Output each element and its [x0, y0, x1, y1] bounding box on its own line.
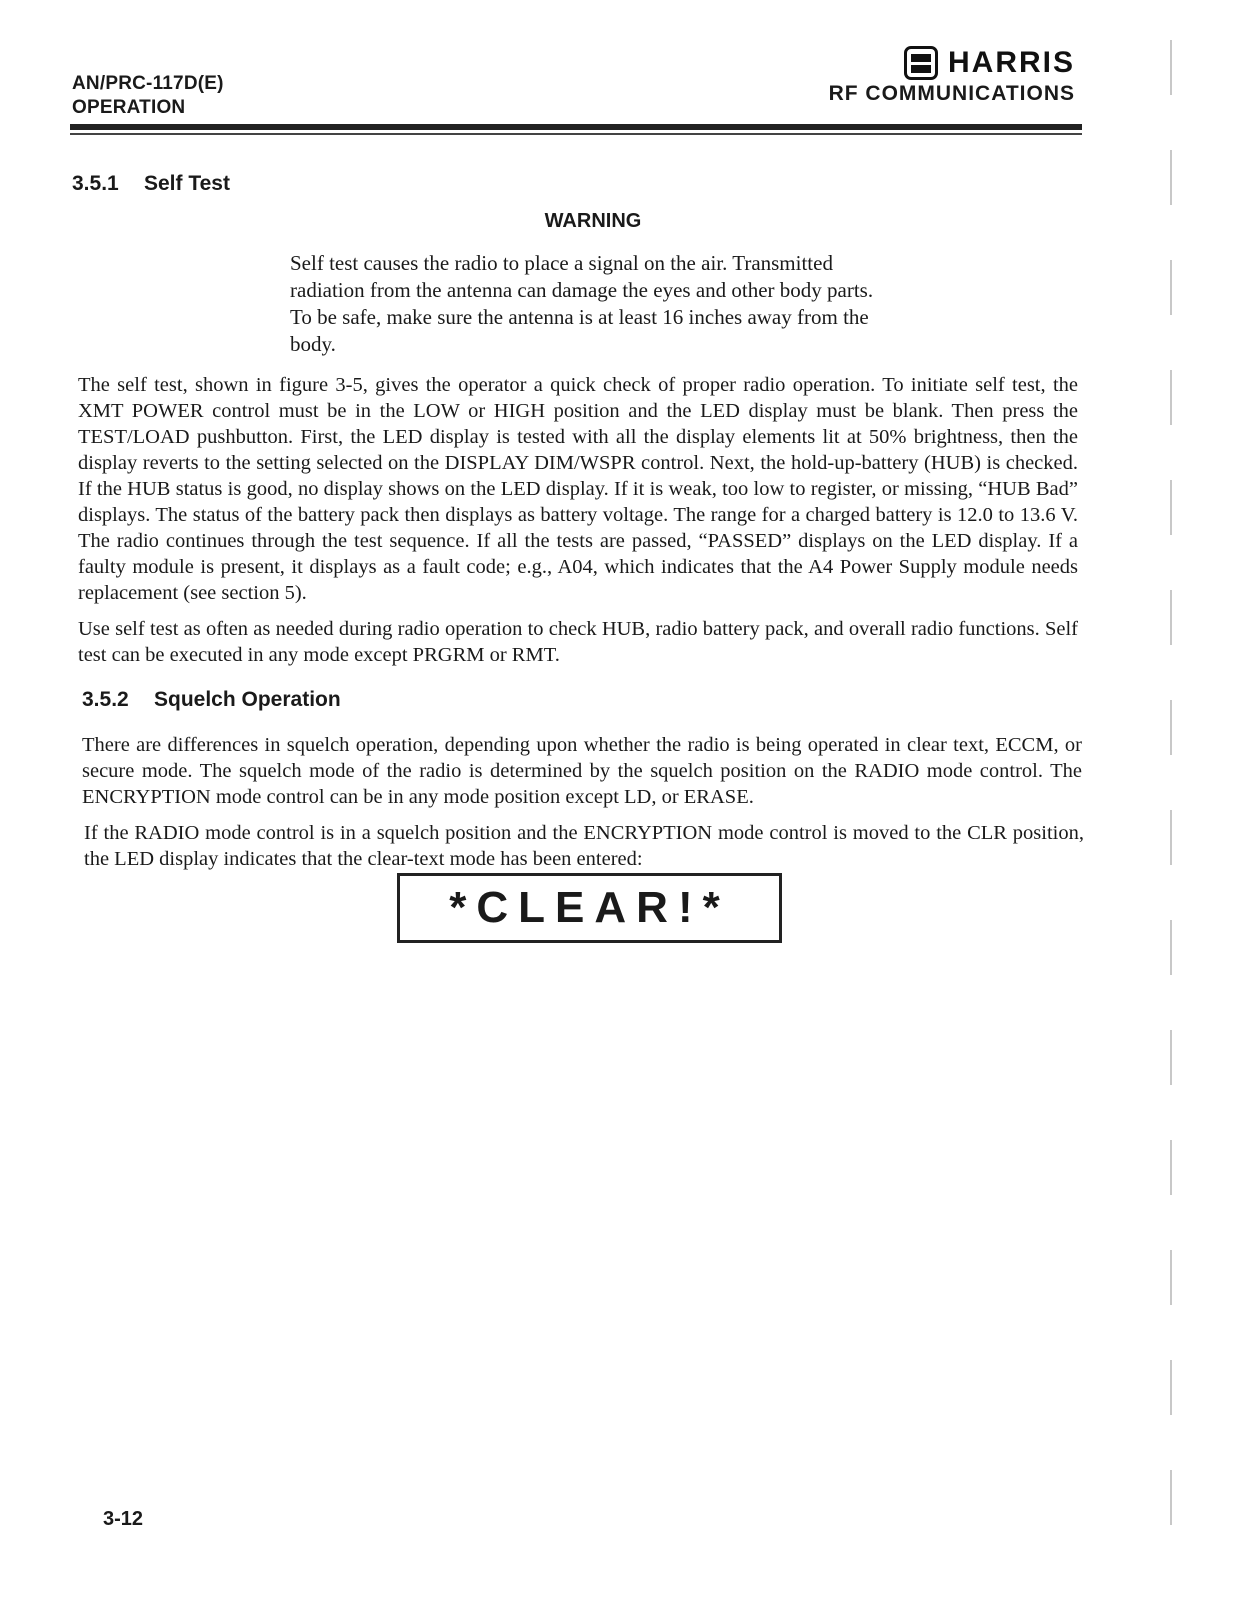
brand-header	[829, 46, 1075, 106]
paragraph-self-test-description: The self test, shown in figure 3-5, gives the operator a quick check of proper radio operation. To initiate self test, the XMT POWER control must be in the LOW or HIGH position and the LED display must be blank. Then press the TEST/LOAD pushbutton. First, the LED display is tested with all the display elements lit at 50% brightness, then the display reverts to the setting selected on the DISPLAY DIM/WSPR control. Next, the hold-up-battery (HUB) is checked. If the HUB status is good, no display shows on the LED display. If it is weak, too low to register, or missing, “HUB Bad” displays. The status of the battery pack then displays as battery voltage. The range for a charged battery is 12.0 to 13.6 V. The radio continues through the test sequence. If all the tests are passed, “PASSED” displays on the LED display. If a faulty module is present, it displays as a fault code; e.g., A04, which indicates that the A4 Power Supply module needs replacement (see section 5).	[78, 374, 1078, 604]
document-id: AN/PRC-117D(E)	[72, 73, 224, 94]
brand-subtitle: RF COMMUNICATIONS	[828, 82, 1075, 105]
scan-edge-marks	[1170, 40, 1172, 1560]
header-rule-thin	[70, 133, 1082, 135]
section-heading-self-test	[72, 172, 230, 196]
warning-title: WARNING	[544, 210, 642, 232]
section-title: Self Test	[144, 172, 230, 195]
led-display-clear: *CLEAR!*	[397, 873, 782, 943]
brand-row	[829, 46, 1075, 80]
section-heading-squelch-operation	[82, 688, 341, 712]
paragraph-clear-text-mode: If the RADIO mode control is in a squelch position and the ENCRYPTION mode control is moved to the CLR position, the LED display indicates that the clear-text mode has been entered:	[84, 822, 1084, 870]
section-number: 3.5.1	[72, 172, 119, 195]
section-number: 3.5.2	[82, 688, 129, 711]
harris-logo-icon	[904, 46, 938, 80]
paragraph-squelch-differences: There are differences in squelch operation, depending upon whether the radio is being operated in clear text, ECCM, or secure mode. The squelch mode of the radio is determined by the squelch position on the RADIO mode control. The ENCRYPTION mode control can be in any mode position except LD, or ERASE.	[82, 734, 1082, 808]
document-header-left	[72, 72, 224, 120]
warning-text: Self test causes the radio to place a signal on the air. Transmitted radiation from the antenna can damage the eyes and other body parts. To be safe, make sure the antenna is at least 16 inches away from the body.	[290, 251, 874, 356]
document-section: OPERATION	[72, 97, 186, 118]
header-rule-thick	[70, 124, 1082, 130]
paragraph-self-test-usage: Use self test as often as needed during radio operation to check HUB, radio battery pack, and overall radio functions. Self test can be executed in any mode except PRGRM or RMT.	[78, 618, 1078, 666]
brand-name: HARRIS	[947, 46, 1075, 79]
page-number: 3-12	[103, 1508, 144, 1530]
section-title: Squelch Operation	[154, 688, 341, 711]
